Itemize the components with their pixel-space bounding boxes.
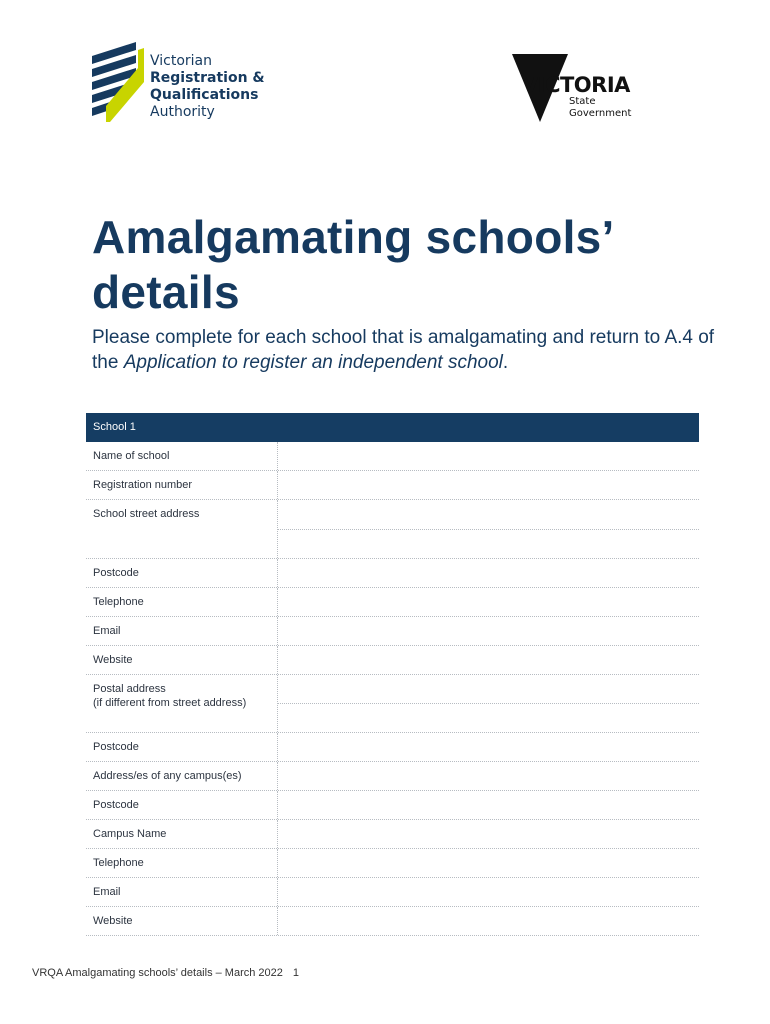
vrqa-name-line1: Victorian bbox=[150, 53, 213, 69]
postal-postcode-field[interactable] bbox=[278, 733, 699, 761]
form-row-postcode bbox=[86, 559, 699, 588]
campus-name-field[interactable] bbox=[278, 820, 699, 848]
intro-document-link-text: Application to register an independent school bbox=[123, 352, 503, 373]
email-field[interactable] bbox=[278, 617, 699, 645]
vrqa-name-line4: Authority bbox=[150, 104, 215, 120]
field-label bbox=[86, 675, 278, 732]
victoria-sub-state: State bbox=[569, 96, 596, 107]
form-row-school-street-address bbox=[86, 500, 699, 559]
field-label: Email bbox=[86, 617, 278, 645]
footer-text: VRQA Amalgamating schools’ details – March 2022 bbox=[32, 967, 283, 979]
intro-text-main: Please complete for each school that is amalgamating and return to A.4 of the bbox=[92, 327, 715, 373]
postal-address-field-line1[interactable] bbox=[278, 675, 699, 703]
field-label: Email bbox=[86, 878, 278, 906]
intro-text-end: . bbox=[502, 352, 509, 373]
campus-address-field[interactable] bbox=[278, 762, 699, 790]
form-row-email bbox=[86, 617, 699, 646]
school-street-address-field-line1[interactable] bbox=[278, 500, 699, 529]
page-number: 1 bbox=[292, 967, 300, 979]
field-label: Website bbox=[86, 907, 278, 935]
form-row-postal-address bbox=[86, 675, 699, 733]
registration-number-field[interactable] bbox=[278, 471, 699, 499]
page-title: Amalgamating schools’ details bbox=[92, 211, 613, 318]
campus-email-field[interactable] bbox=[278, 878, 699, 906]
field-label: School street address bbox=[86, 500, 278, 558]
campus-website-field[interactable] bbox=[278, 907, 699, 935]
school-details-form bbox=[86, 413, 699, 936]
telephone-field[interactable] bbox=[278, 588, 699, 616]
form-row-campus-name bbox=[86, 820, 699, 849]
victoria-wordmark: VICTORIA bbox=[522, 73, 630, 97]
form-row-campus-email bbox=[86, 878, 699, 907]
vrqa-name-line2: Registration & bbox=[150, 70, 265, 86]
victoria-sub-government: Government bbox=[569, 108, 632, 119]
form-section-header: School 1 bbox=[86, 413, 699, 442]
field-label: Address/es of any campus(es) bbox=[86, 762, 278, 790]
field-label: Registration number bbox=[86, 471, 278, 499]
form-row-campus-addresses bbox=[86, 762, 699, 791]
form-row-postal-postcode bbox=[86, 733, 699, 762]
form-row-campus-postcode bbox=[86, 791, 699, 820]
field-label: Name of school bbox=[86, 442, 278, 470]
postal-address-note: (if different from street address) bbox=[93, 697, 247, 709]
name-of-school-field[interactable] bbox=[278, 442, 699, 470]
vrqa-logo-mark bbox=[92, 42, 144, 126]
field-label: Postcode bbox=[86, 791, 278, 819]
field-label: Website bbox=[86, 646, 278, 674]
campus-postcode-field[interactable] bbox=[278, 791, 699, 819]
field-label: Postcode bbox=[86, 559, 278, 587]
form-row-website bbox=[86, 646, 699, 675]
form-row-registration-number bbox=[86, 471, 699, 500]
campus-telephone-field[interactable] bbox=[278, 849, 699, 877]
field-label: Postcode bbox=[86, 733, 278, 761]
page-footer bbox=[32, 967, 299, 979]
form-row-campus-website bbox=[86, 907, 699, 936]
postcode-field[interactable] bbox=[278, 559, 699, 587]
field-label: Telephone bbox=[86, 588, 278, 616]
vrqa-name-line3: Qualifications bbox=[150, 87, 259, 103]
form-row-name-of-school bbox=[86, 442, 699, 471]
form-row-campus-telephone bbox=[86, 849, 699, 878]
school-street-address-field-line2[interactable] bbox=[278, 529, 699, 559]
form-row-telephone bbox=[86, 588, 699, 617]
vrqa-logo bbox=[92, 42, 272, 126]
field-label: Campus Name bbox=[86, 820, 278, 848]
field-label: Telephone bbox=[86, 849, 278, 877]
victoria-government-logo bbox=[510, 52, 650, 128]
postal-address-field-line2[interactable] bbox=[278, 703, 699, 732]
website-field[interactable] bbox=[278, 646, 699, 674]
postal-address-label: Postal address bbox=[93, 683, 166, 695]
intro-text bbox=[92, 325, 732, 375]
